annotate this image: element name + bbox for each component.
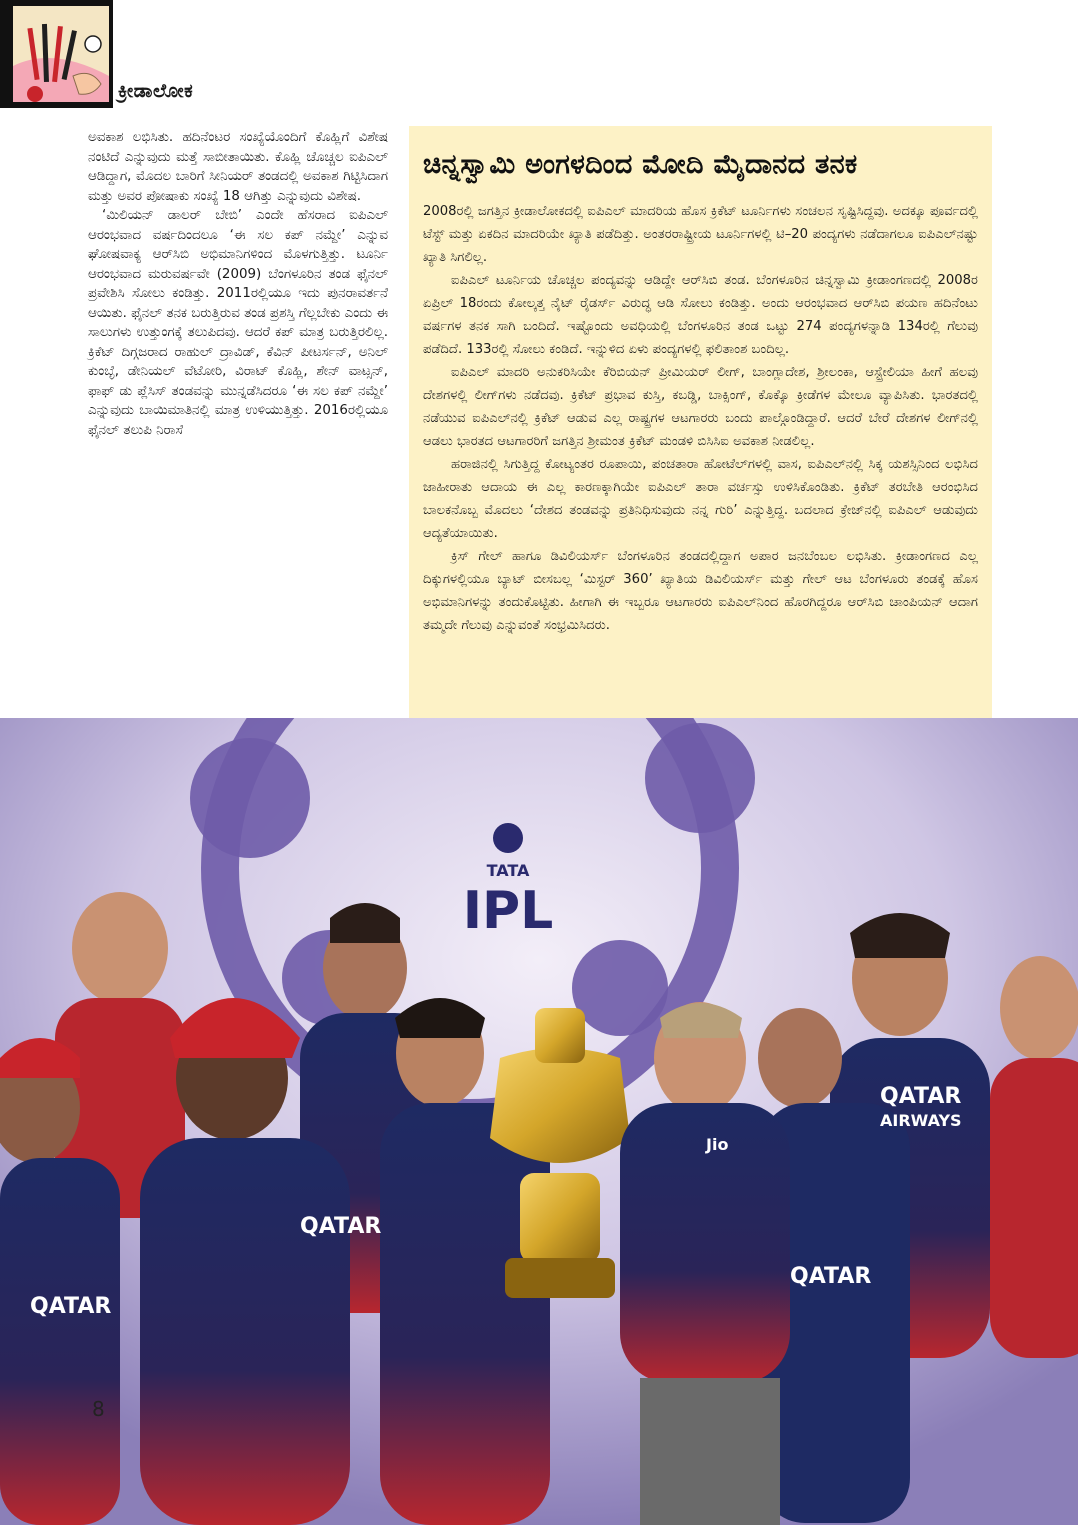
cricket-stumps-icon: [13, 6, 109, 102]
sidebar-title: ಚಿನ್ನಸ್ವಾಮಿ ಅಂಗಳದಿಂದ ಮೋದಿ ಮೈದಾನದ ತನಕ: [423, 149, 858, 180]
article-paragraph: ‘ಮಿಲಿಯನ್ ಡಾಲರ್ ಬೇಬಿ’ ಎಂದೇ ಹೆಸರಾದ ಐಪಿಎಲ್ ಆರಂಭವಾದ ವರ್ಷದಿಂದಲೂ ‘ಈ ಸಲ ಕಪ್ ನಮ್ದೇ’ ಎನ್ನುವ ಘೋಷವಾಕ್ಯ ಆರ್‌ಸಿಬಿ ಅಭಿಮಾನಿಗಳಿಂದ ಮೊಳಗುತ್ತಿತ್ತು. ಟೂರ್ನಿ ಆರಂಭವಾದ ಮರುವರ್ಷವೇ (2009) ಬೆಂಗಳೂರಿನ ತಂಡ ಫೈನಲ್ ಪ್ರವೇಶಿಸಿ ಸೋಲು ಕಂಡಿತ್ತು. 2011ರಲ್ಲಿಯೂ ಇದು ಪುನರಾವರ್ತನೆ ಆಯಿತು. ಫೈನಲ್ ತನಕ ಬರುತ್ತಿರುವ ತಂಡ ಪ್ರಶಸ್ತಿ ಗೆಲ್ಲಬೇಕು ಎಂದು ಈ ಸಾಲುಗಳು ಉತ್ತುಂಗಕ್ಕೆ ತಲುಪಿದವು. ಆದರೆ ಕಪ್ ಮಾತ್ರ ಬರುತ್ತಿರಲಿಲ್ಲ. ಕ್ರಿಕೆಟ್ ದಿಗ್ಗಜರಾದ ರಾಹುಲ್ ದ್ರಾವಿಡ್, ಕೆವಿನ್ ಪೀಟರ್ಸನ್, ಅನಿಲ್ ಕುಂಬ್ಳೆ, ಡೇನಿಯಲ್ ವೆಟೋರಿ, ವಿರಾಟ್ ಕೊಹ್ಲಿ, ಶೇನ್ ವಾಟ್ಸನ್, ಫಾಫ್ ಡು ಪ್ಲೆಸಿಸ್ ತಂಡವನ್ನು ಮುನ್ನಡೆಸಿದರೂ ‘ಈ ಸಲ ಕಪ್ ನಮ್ದೇ’ ಎನ್ನುವುದು ಬಾಯಿಮಾತಿನಲ್ಲಿ ಮಾತ್ರ ಉಳಿಯುತ್ತಿತ್ತು. 2016ರಲ್ಲಿಯೂ ಫೈನಲ್ ತಲುಪಿ ನಿರಾಸೆ: [88, 208, 388, 438]
sidebar-paragraph: ಹರಾಜಿನಲ್ಲಿ ಸಿಗುತ್ತಿದ್ದ ಕೋಟ್ಯಂತರ ರೂಪಾಯಿ, ಪಂಚತಾರಾ ಹೋಟೆಲ್‌ಗಳಲ್ಲಿ ವಾಸ, ಐಪಿಎಲ್‌ನಲ್ಲಿ ಸಿಕ್ಕ ಯಶಸ್ಸಿನಿಂದ ಲಭಿಸಿದ ಜಾಹೀರಾತು ಆದಾಯ ಈ ಎಲ್ಲ ಕಾರಣಕ್ಕಾಗಿಯೇ ಐಪಿಎಲ್ ತಾರಾ ವರ್ಚಸ್ಸು ಉಳಿಸಿಕೊಂಡಿತು. ಕ್ರಿಕೆಟ್ ತರಬೇತಿ ಆರಂಭಿಸಿದ ಬಾಲಕನೊಬ್ಬ ಮೊದಲು ‘ದೇಶದ ತಂಡವನ್ನು ಪ್ರತಿನಿಧಿಸುವುದು ನನ್ನ ಗುರಿ’ ಎನ್ನುತ್ತಿದ್ದ. ಬದಲಾದ ಕ್ರೇಜ್‌ನಲ್ಲಿ ಐಪಿಎಲ್ ಆಡುವುದು ಆದ್ಯತೆಯಾಯಿತು.: [423, 457, 978, 541]
jersey-sponsor-text: AIRWAYS: [880, 1111, 962, 1130]
article-left-column: [88, 128, 388, 440]
ipl-logo-text: IPL: [462, 881, 554, 941]
jersey-sponsor-text: QATAR: [30, 1294, 112, 1319]
jersey-badge: Jio: [706, 1135, 729, 1154]
section-title: ಕ್ರೀಡಾಲೋಕ: [118, 80, 194, 102]
sidebar-paragraph: ಕ್ರಿಸ್ ಗೇಲ್ ಹಾಗೂ ಡಿವಿಲಿಯರ್ಸ್ ಬೆಂಗಳೂರಿನ ತಂಡದಲ್ಲಿದ್ದಾಗ ಅಪಾರ ಜನಬೆಂಬಲ ಲಭಿಸಿತು. ಕ್ರೀಡಾಂಗಣದ ಎಲ್ಲ ದಿಕ್ಕುಗಳಲ್ಲಿಯೂ ಬ್ಯಾಟ್ ಬೀಸಬಲ್ಲ ‘ಮಿಸ್ಟರ್ 360’ ಖ್ಯಾತಿಯ ಡಿವಿಲಿಯರ್ಸ್ ಮತ್ತು ಗೇಲ್ ಆಟ ಬೆಂಗಳೂರು ತಂಡಕ್ಕೆ ಹೊಸ ಅಭಿಮಾನಿಗಳನ್ನು ತಂದುಕೊಟ್ಟಿತು. ಹೀಗಾಗಿ ಈ ಇಬ್ಬರೂ ಆಟಗಾರರು ಐಪಿಎಲ್‌ನಿಂದ ಹೊರಗಿದ್ದರೂ ಆರ್‌ಸಿಬಿ ಚಾಂಪಿಯನ್ ಆದಾಗ ತಮ್ಮದೇ ಗೆಲುವು ಎನ್ನುವಂತೆ ಸಂಭ್ರಮಿಸಿದರು.: [423, 549, 978, 633]
article-paragraph: ಅವಕಾಶ ಲಭಿಸಿತು. ಹದಿನೆಂಟರ ಸಂಖ್ಯೆಯೊಂದಿಗೆ ಕೊಹ್ಲಿಗೆ ವಿಶೇಷ ನಂಟಿದೆ ಎನ್ನುವುದು ಮತ್ತೆ ಸಾಬೀತಾಯಿತು. ಕೊಹ್ಲಿ ಚೊಚ್ಚಲ ಐಪಿಎಲ್ ಆಡಿದ್ದಾಗ, ಮೊದಲ ಬಾರಿಗೆ ಸೀನಿಯರ್ ತಂಡದಲ್ಲಿ ಅವಕಾಶ ಗಿಟ್ಟಿಸಿದಾಗ ಮತ್ತು ಅವರ ಪೋಷಾಕು ಸಂಖ್ಯೆ 18 ಆಗಿತ್ತು ಎನ್ನುವುದು ವಿಶೇಷ.: [88, 130, 388, 204]
jersey-sponsor-text: QATAR: [790, 1264, 872, 1289]
jersey-sponsor-text: QATAR: [880, 1084, 962, 1109]
sidebar-paragraph: ಐಪಿಎಲ್ ಮಾದರಿ ಅನುಕರಿಸಿಯೇ ಕೆರಿಬಿಯನ್ ಪ್ರೀಮಿಯರ್ ಲೀಗ್, ಬಾಂಗ್ಲಾದೇಶ, ಶ್ರೀಲಂಕಾ, ಆಸ್ಟ್ರೇಲಿಯಾ ಹೀಗೆ ಹಲವು ದೇಶಗಳಲ್ಲಿ ಲೀಗ್‌ಗಳು ನಡೆದವು. ಕ್ರಿಕೆಟ್ ಪ್ರಭಾವ ಕುಸ್ತಿ, ಕಬಡ್ಡಿ, ಬಾಕ್ಸಿಂಗ್, ಕೊಕ್ಕೊ ಕ್ರೀಡೆಗಳ ಮೇಲೂ ವ್ಯಾಪಿಸಿತು. ಭಾರತದಲ್ಲಿ ನಡೆಯುವ ಐಪಿಎಲ್‌ನಲ್ಲಿ ಕ್ರಿಕೆಟ್ ಆಡುವ ಎಲ್ಲ ರಾಷ್ಟ್ರಗಳ ಆಟಗಾರರು ಬಂದು ಪಾಲ್ಗೊಂಡಿದ್ದಾರೆ. ಆದರೆ ಬೇರೆ ದೇಶಗಳ ಲೀಗ್‌ನಲ್ಲಿ ಆಡಲು ಭಾರತದ ಆಟಗಾರರಿಗೆ ಜಗತ್ತಿನ ಶ್ರೀಮಂತ ಕ್ರಿಕೆಟ್ ಮಂಡಳಿ ಬಿಸಿಸಿಐ ಅವಕಾಶ ನೀಡಲಿಲ್ಲ.: [423, 365, 978, 449]
sidebar-paragraph: 2008ರಲ್ಲಿ ಜಗತ್ತಿನ ಕ್ರೀಡಾಲೋಕದಲ್ಲಿ ಐಪಿಎಲ್ ಮಾದರಿಯ ಹೊಸ ಕ್ರಿಕೆಟ್ ಟೂರ್ನಿಗಳು ಸಂಚಲನ ಸೃಷ್ಟಿಸಿದ್ದವು. ಅದಕ್ಕೂ ಪೂರ್ವದಲ್ಲಿ ಟೆಸ್ಟ್ ಮತ್ತು ಏಕದಿನ ಮಾದರಿಯೇ ಖ್ಯಾತಿ ಪಡೆದಿತ್ತು. ಅಂತರರಾಷ್ಟ್ರೀಯ ಟೂರ್ನಿಗಳಲ್ಲಿ ಟಿ–20 ಪಂದ್ಯಗಳು ನಡೆದಾಗಲೂ ಐಪಿಎಲ್‌ನಷ್ಟು ಖ್ಯಾತಿ ಸಿಗಲಿಲ್ಲ.: [423, 204, 978, 265]
sidebar-box: [409, 126, 992, 793]
page-number: 8: [92, 1397, 105, 1421]
sidebar-paragraph: ಐಪಿಎಲ್ ಟೂರ್ನಿಯ ಚೊಚ್ಚಲ ಪಂದ್ಯವನ್ನು ಆಡಿದ್ದೇ ಆರ್‌ಸಿಬಿ ತಂಡ. ಬೆಂಗಳೂರಿನ ಚಿನ್ನಸ್ವಾಮಿ ಕ್ರೀಡಾಂಗಣದಲ್ಲಿ 2008ರ ಏಪ್ರಿಲ್ 18ರಂದು ಕೋಲ್ಕತ್ತ ನೈಟ್ ರೈಡರ್ಸ್ ವಿರುದ್ಧ ಆಡಿ ಸೋಲು ಕಂಡಿತ್ತು. ಅಂದು ಆರಂಭವಾದ ಆರ್‌ಸಿಬಿ ಪಯಣ ಹದಿನೆಂಟು ವರ್ಷಗಳ ತನಕ ಸಾಗಿ ಬಂದಿದೆ. ಇಷ್ಟೊಂದು ಅವಧಿಯಲ್ಲಿ ಬೆಂಗಳೂರಿನ ತಂಡ ಒಟ್ಟು 274 ಪಂದ್ಯಗಳನ್ನಾಡಿ 134ರಲ್ಲಿ ಗೆಲುವು ಪಡೆದಿದೆ. 133ರಲ್ಲಿ ಸೋಲು ಕಂಡಿದೆ. ಇನ್ನುಳಿದ ಏಳು ಪಂದ್ಯಗಳಲ್ಲಿ ಫಲಿತಾಂಶ ಬಂದಿಲ್ಲ.: [423, 273, 978, 357]
celebration-photo: [0, 718, 1078, 1525]
ipl-logo-tata: TATA: [486, 861, 530, 880]
jersey-sponsor-text: QATAR: [300, 1214, 382, 1239]
section-logo: [0, 0, 113, 108]
